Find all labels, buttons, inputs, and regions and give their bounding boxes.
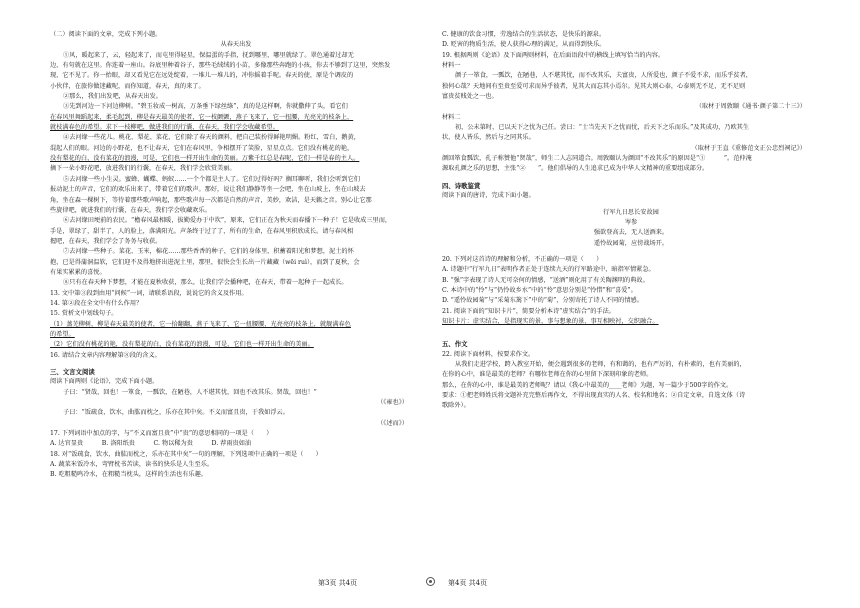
text-line: （取材于王直《重修范文正公忠烈祠记》） xyxy=(691,144,806,152)
text-line: 初，公未第时，已以天下之忧为己任。尝曰：“士当先天下之忧而忧，后天下之乐而乐。”及其成功，乃欧其生 xyxy=(455,124,750,132)
text-line: C. 健康的饮食习惯，劳逸结合的生活状态，是快乐的源泉。 xyxy=(442,31,606,38)
section-heading: 五、作文 xyxy=(442,340,468,349)
text-line: D. 贬害的物质生活，使人获得心理的满足，从而得到快乐。 xyxy=(442,41,606,49)
text-line: ⑦去河缘一些种子。菜花、玉米，棉花……那些香香的种子，它们的身体里，积蓄着阳光和梦想，泥土的怀 xyxy=(63,248,354,256)
text-line: 17. 下列词语中加点的字，与“不义而富且贵”中“贵”的意思相同的一项是（ ） xyxy=(50,430,273,438)
text-line: 握吧，在春天，我们学会了务务与收获。 xyxy=(50,237,162,245)
text-line: 现，它不见了。你一抬眼，却又看见它在远处绽着，一堆儿一堆儿的，冲你摇着手呢。春天的使，原是个调皮的 xyxy=(50,72,354,80)
text-line: 抱，已是得蒲洞温软，它们迎不及得地挤出进泥土里，那里，很快会生长出一片藏藏（wēi ruì），而到了夏秋，会 xyxy=(50,258,360,266)
text-line: 源取孔颜之乐的思想，主张“② ”。他们倡导的人生追求已成为中华人文精神的重要组成部分。 xyxy=(442,165,709,173)
text-line: ③先到河边一下河边柳树。“碧玉妆成一树高，万条垂下绿丝绦”，真的是这样啊，你就撒伸了头，看它们 xyxy=(63,103,348,111)
text-line: 阅读下面两则《论语》，完成下面小题。 xyxy=(50,378,159,386)
text-line: 的希望。 xyxy=(50,330,75,338)
text-line: 在你的心中，谁是最美的老师？有哪位老师在你的心里留下深刻印象的老师。 xyxy=(442,371,653,379)
text-line: C. 本诗中的“怜”与“仍怜故乡水”中的“怜”意思分别是“怜惜”和“喜爱”。 xyxy=(442,286,637,294)
text-line: 岑参 xyxy=(624,218,638,226)
text-line: D. “遥怜故园菊”与“采菊东篱下”中的“菊”，分别寄托了诗人不同的情感。 xyxy=(442,297,643,305)
text-line: （1）蒸芜柳树，柳是春天最美的使者，它一拾翻翻，燕子飞来了，它一扭腰腰，光亮亮的枝条上，就舰满春色 xyxy=(50,320,351,328)
text-line: 歌除外）。 xyxy=(442,402,470,410)
text-line: （二）阅读下面的文章，完成下列小题。 xyxy=(50,31,162,38)
text-line: （《述而》） xyxy=(377,419,408,427)
text-line: 16. 请结合文章内容理解第⑧段的含义。 xyxy=(50,351,161,359)
text-line: 独何心哉？天地间有至贵至爱可求而异乎彼者，见其大而忘其小焉尔。见其大则心泰，心泰则无不足，无不足则 xyxy=(442,82,746,90)
section-heading: 三、文言文阅读 xyxy=(50,368,95,376)
text-line: 状，使人皆乐，然后与之同其乐。 xyxy=(442,134,535,142)
text-line: 有果实累累的喜悦。 xyxy=(50,268,106,276)
text-line: 22. 阅读下面材料，按要求作文。 xyxy=(442,350,535,358)
text-line: ②那么，我们出发吧，从春天出发。 xyxy=(63,93,162,101)
text-line: 14. 第②段在全文中有什么作用？ xyxy=(50,299,143,307)
text-line: 在春风里舞蹈起来，柔毛起到，柳是春天最美的使者，它一枝颤颤，燕子飞来了，它一扭腰，光亮光的枝条上， xyxy=(50,113,354,121)
text-line: 要求：①把老师姓氏将文题补充完整后再作文，不得出现真实的人名、校名和地名；②自定文章，自选文体（诗 xyxy=(442,392,746,399)
text-line: 富贵贫贱处之一也。 xyxy=(442,93,498,101)
text-line: 19. 根据两则《论语》及下面两则材料，在后面语段中的横线上填写恰当的内容。 xyxy=(442,51,665,59)
text-line: 15. 赏析文中划线句子。 xyxy=(50,310,118,318)
text-line: （《雍也》） xyxy=(377,399,408,407)
text-line: （2）它们没有桃花的艳，没有梨花的白，没有菜花的浪漫，可是，它们也一样开出生命的美丽。 xyxy=(50,341,314,349)
page-divider-icon xyxy=(426,577,435,586)
text-line: 摘下一朵小野花吧，放进我们的行囊，在春天，我们学会欣赏美丽。 xyxy=(50,165,236,173)
text-line: 子曰：“贤哉，回也！一箪食，一瓢饮，在陋巷，人不堪其忧，回也不改其乐。贤哉，回也！” xyxy=(63,388,317,396)
page-4 xyxy=(430,0,860,608)
text-line: 18. 对“饭疏食，饮水，曲肱而枕之，乐亦在其中矣”一句的理解，下列选项中正确的一项是（ ） xyxy=(50,450,322,458)
text-line: ⑥去河缘田埂前的农民。“檐春风最相暖，拔勤爱办于中坎”，原来，它们正在为秋天而春播下一种子！它是收成三里而， xyxy=(63,217,392,225)
text-line: 些旋律吧，就进我们的行囊，在春天，我们学会收藏欢乐。 xyxy=(50,206,211,214)
text-line: ④去河缘一些花儿。桃花、梨花、菜花，它们除了春天的颜料，把自己装扮得鲜艳明媚。粉红，雪白，鹅黄， xyxy=(63,134,360,142)
text-line: 小伙伴，在旅你做迷藏呢，而你知道，春天，真的来了。 xyxy=(50,82,205,90)
text-line: 就枝满春色的希望。求下一枝柳吧，做进我们的行囊，在春天，我们学会收藏希望。 xyxy=(50,124,279,132)
text-line: 颜回箪食瓢饮，孔子称赞他“贤哉”，师生二人志同道合。周敦颐认为颜回“不改其乐”的原因是“① ”。范仲淹 xyxy=(442,155,752,163)
text-line: 阅读下面的唐诗，完成下面小题。 xyxy=(442,192,535,200)
text-line: 行军九日思长安故园 xyxy=(603,208,659,216)
right-column xyxy=(442,30,820,412)
left-column xyxy=(50,30,422,481)
text-line: 颜子一箪食，一瓢饮，在陋巷，人不堪其忧，而不改其乐，夫富贵，人所爱也，颜子不爱不求，而乐乎贫者， xyxy=(455,72,752,80)
text-line: A. 诗题中“行军九日”表明作者正处于连续九天的行军路途中，暗指军情紧急。 xyxy=(442,266,655,274)
text-line: 遥怜故园菊，应傍战场开。 xyxy=(593,239,669,247)
section-heading: 四、诗歌鉴赏 xyxy=(442,181,481,190)
text-line: ⑧只有在春天种下梦想，才能在夏秋收获，那么，让我们学会播种吧，在春天，带着一起种子一起成长。 xyxy=(63,279,348,287)
text-line: A. 蔬菜米饭冷水，弯臂枕书苦读，读书的快乐是人生至乐。 xyxy=(50,461,214,469)
text-line: 20. 下列对这首诗的理解和分析，不正确的一项是（ ） xyxy=(442,255,603,263)
text-line: 手是，翠绿了，甜半了，人的脸上，落满阳光。声条终于过了了，所有的生命，在春风里积欣成长。请与春风相 xyxy=(50,227,354,235)
text-line: ①风，暖起来了，云，轻起来了，而屯里得轻星，保温蛋的手指，抚到哪里，哪里就绿了。翠色通着过却无 xyxy=(63,51,354,59)
text-line: 21. 阅读下面的“知识卡片”，简要分析本诗“虚实结合”的手法。 xyxy=(442,307,615,315)
text-line: ⑤去河缘一些小生灵。蜜蜂、蝴蝶、蚂蚁……一个个都是主人了。它们过得好吗？搁耳聊听，我们会听到它们 xyxy=(63,175,360,183)
text-line: 13. 文中第③段到由用“问候”一词，请联系语段，说说它的含义及作用。 xyxy=(50,289,248,297)
text-line: A. 达官显贵 B. 洛阳纸贵 C. 物以稀为贵 D. 荐雨贵如油 xyxy=(50,440,252,448)
text-line: 子曰：“饭疏食，饮水，曲肱而枕之，乐亦在其中矣。不义而富且贵，于我如浮云。 xyxy=(63,409,289,417)
text-line: 那么，在你的心中，谁是最美的老师呢？请以《我心中最美的____老师》为题，写一篇少于500字的作文。 xyxy=(442,381,733,389)
text-line: （取材于周敦颐《通书·颜子第二十三》） xyxy=(695,103,806,111)
text-line: 从我们走进学校，跨入教室开始，便会遇到很多的老师，有和蔼的，也有严厉的，有朴素的，也有美丽的， xyxy=(455,360,746,368)
page-number-right: 第4页 共4页 xyxy=(448,579,488,587)
text-line: 边，有句就在这里。你连着一座山。谷底里种着谷子，那些毛绒绒的小苗，多像那些奔跑的小孩，你去不够到了这里，突然发 xyxy=(50,62,391,70)
text-line: 混起人们的眼。河边的小野花，也不让春天，它们在春风里，争相摆开了笑脸，星星点点。它们没有桃花的艳， xyxy=(50,144,354,152)
page-number-left: 第3页 共4页 xyxy=(318,579,358,587)
text-line: 强欲登高去，无人送酒来。 xyxy=(593,229,669,237)
text-line: 没有梨花的白，没有菜花的浪漫，可是，它们也一样开出生命的美丽。万紫千红总是春呢，它们一样是春的主人。 xyxy=(50,155,360,163)
text-line: B. “强”字表现了诗人无可奈何的情感，“送酒”则化用了有关陶渊明的典故。 xyxy=(442,276,649,284)
text-line: B. 吃粗糙鸣冷水，在粗糙当枕头，这样的生活也有乐趣。 xyxy=(50,471,207,479)
text-line: 报动泥土的声音，它们的欢乐出来了，带着它们的歌声。那好，说让我们静静等坐一会吧，坐在山坡上，坐在山坡去 xyxy=(50,186,366,194)
text-line: 材料一 xyxy=(442,62,461,70)
text-line: 角，坐在森一棵树下，等待着那些歌声响起，那些歌声每一次都是自然的声音，美妙，欢洁，是天籁之音。别心让它那 xyxy=(50,196,372,204)
text-line: 知识卡片：虚实结合，是指现实的景、事与想象的景、事互相映衬，交织融合。 xyxy=(442,317,659,325)
text-line: 从春天出发 xyxy=(220,41,252,49)
text-line: 材料二 xyxy=(442,113,461,121)
